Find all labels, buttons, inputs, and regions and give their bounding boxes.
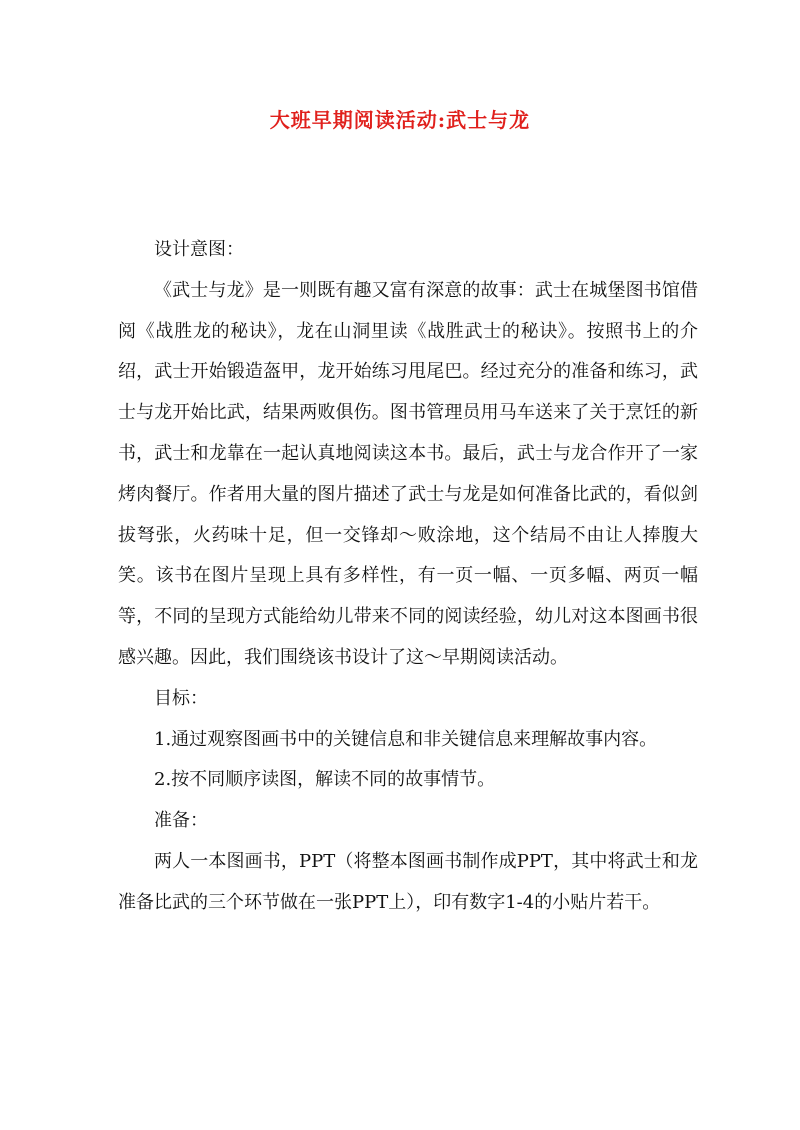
design-intent-heading: 设计意图： [154, 239, 244, 260]
document-body [118, 230, 698, 924]
goal-item-2: 2.按不同顺序读图，解读不同的故事情节。 [154, 769, 496, 791]
design-intent-paragraph: 《武士与龙》是一则既有趣又富有深意的故事：武士在城堡图书馆借阅《战胜龙的秘诀》，龙在山洞里读《战胜武士的秘诀》。按照书上的介绍，武士开始锻造盔甲，龙开始练习甩尾巴。经过充分的准备和练习，武士与龙开始比武，结果两败俱伤。图书管理员用马车送来了关于烹饪的新书，武士和龙靠在一起认真地阅读这本书。最后，武士与龙合作开了一家烤肉餐厅。作者用大量的图片描述了武士与龙是如何准备比武的，看似剑拔弩张，火药味十足，但一交锋却～败涂地，这个结局不由让人捧腹大笑。该书在图片呈现上具有多样性，有一页一幅、一页多幅、两页一幅等，不同的呈现方式能给幼儿带来不同的阅读经验，幼儿对这本图画书很感兴趣。因此，我们围绕该书设计了这～早期阅读活动。 [118, 279, 698, 668]
preparation-paragraph: 两人一本图画书，PPT（将整本图画书制作成PPT，其中将武士和龙准备比武的三个环节做在一张PPT上），印有数字1-4的小贴片若干。 [118, 850, 698, 913]
document-title: 大班早期阅读活动:武士与龙 [269, 108, 531, 132]
goals-heading: 目标： [154, 687, 208, 709]
goal-item-1: 1.通过观察图画书中的关键信息和非关键信息来理解故事内容。 [154, 728, 658, 750]
preparation-heading: 准备： [154, 810, 208, 832]
